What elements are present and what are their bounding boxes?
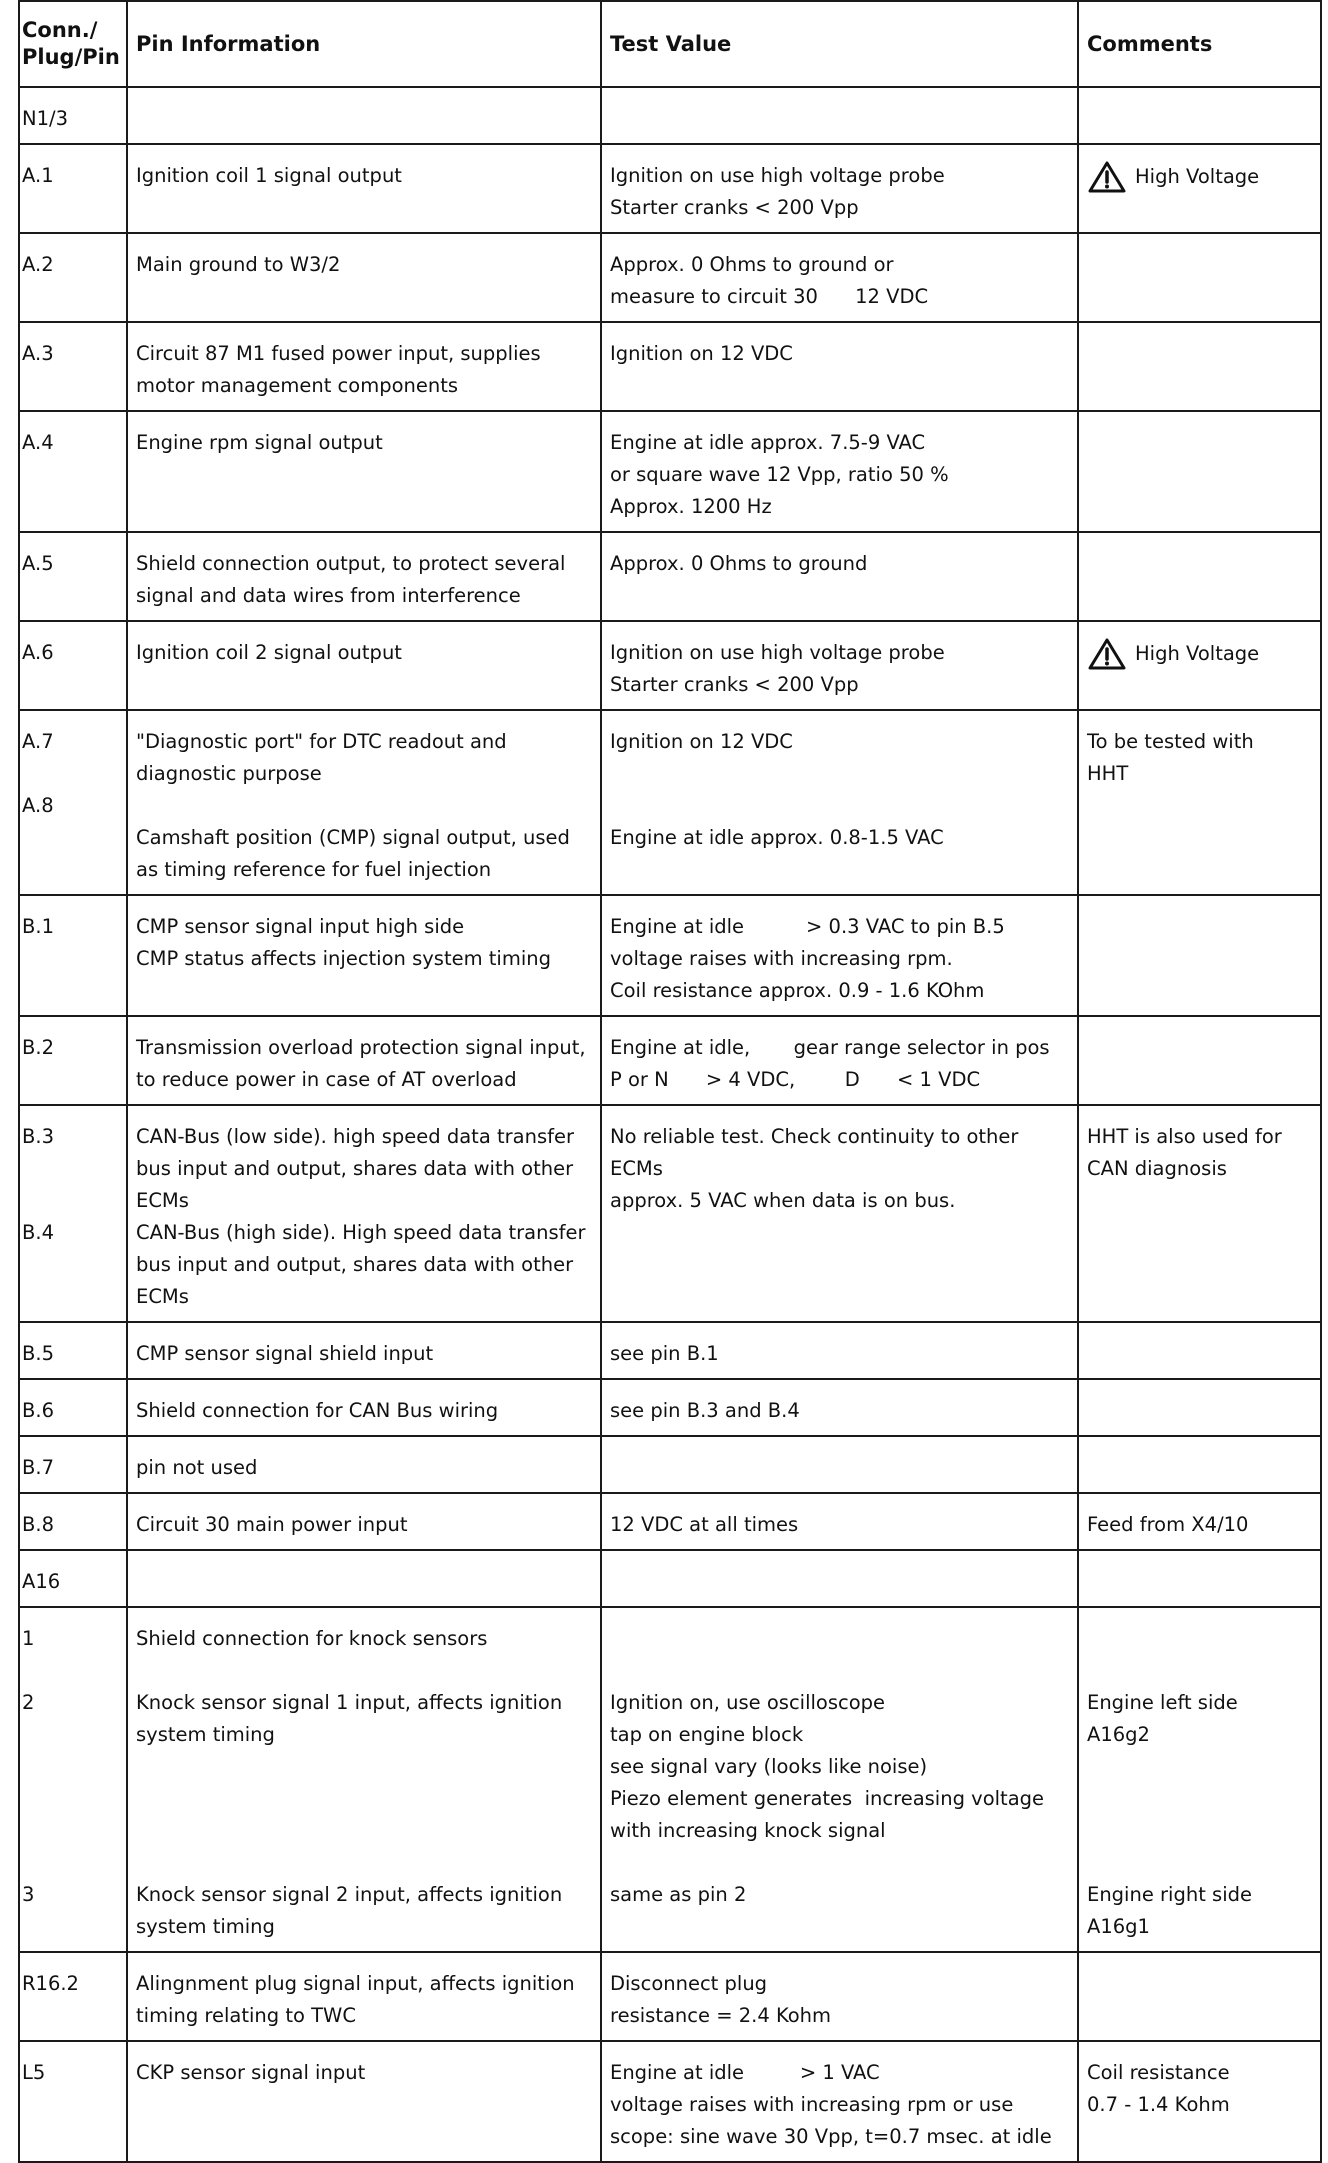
cell-line: Engine at idle > 1 VAC (610, 2061, 880, 2084)
pin-info-cell (127, 1550, 601, 1607)
cell-line: A.6 (22, 641, 54, 664)
cell-line: with increasing knock signal (610, 1819, 886, 1842)
cell-line (1087, 1655, 1312, 1687)
cell-line: system timing (136, 1723, 275, 1746)
pin-cell (19, 322, 127, 411)
cell-line: HHT is also used for (1087, 1125, 1282, 1148)
cell-line (22, 1815, 124, 1847)
cell-line: Ignition on use high voltage probe (610, 164, 945, 187)
cell-line: A.1 (22, 164, 54, 187)
warning-label: High Voltage (1135, 642, 1260, 665)
table-row (19, 1322, 1321, 1379)
cell-line: A.8 (22, 794, 54, 817)
cell-line (22, 1751, 124, 1783)
cell-line: signal and data wires from interference (136, 584, 521, 607)
cell-line: To be tested with (1087, 730, 1254, 753)
pin-cell (19, 144, 127, 233)
cell-line: same as pin 2 (610, 1883, 747, 1906)
test-value-cell (601, 233, 1078, 322)
cell-line: A16g1 (1087, 1915, 1150, 1938)
pin-cell (19, 1105, 127, 1322)
cell-line: system timing (136, 1915, 275, 1938)
cell-line (136, 790, 592, 822)
comment-cell (1078, 532, 1321, 621)
cell-line: ECMs (610, 1157, 663, 1180)
cell-line: P or N > 4 VDC, D < 1 VDC (610, 1068, 981, 1091)
comment-cell (1078, 144, 1321, 233)
comment-cell (1078, 1550, 1321, 1607)
test-value-cell (601, 710, 1078, 895)
table-row (19, 895, 1321, 1016)
cell-line: B.2 (22, 1036, 54, 1059)
cell-line: Transmission overload protection signal input, (136, 1036, 586, 1059)
cell-line: A.3 (22, 342, 54, 365)
cell-line (1087, 1847, 1312, 1879)
cell-line: motor management components (136, 374, 459, 397)
pin-cell (19, 1952, 127, 2041)
comment-cell (1078, 895, 1321, 1016)
pin-cell (19, 1493, 127, 1550)
pin-info-cell (127, 411, 601, 532)
cell-line (610, 790, 1069, 822)
cell-line (22, 1185, 124, 1217)
pin-cell (19, 1436, 127, 1493)
pin-cell (19, 1550, 127, 1607)
cell-line: ECMs (136, 1189, 189, 1212)
cell-line: L5 (22, 2061, 46, 2084)
table-row (19, 1952, 1321, 2041)
pin-cell (19, 1607, 127, 1952)
pin-cell (19, 2041, 127, 2162)
warning-triangle-icon (1087, 637, 1127, 671)
cell-line: Circuit 30 main power input (136, 1513, 408, 1536)
cell-line: HHT (1087, 762, 1129, 785)
test-value-cell (601, 144, 1078, 233)
cell-line (22, 1655, 124, 1687)
cell-line (22, 1783, 124, 1815)
cell-line: A.7 (22, 730, 54, 753)
test-value-cell (601, 1105, 1078, 1322)
cell-line: Approx. 0 Ohms to ground or (610, 253, 894, 276)
comment-cell (1078, 1105, 1321, 1322)
cell-line: CMP sensor signal input high side (136, 915, 465, 938)
test-value-cell (601, 1322, 1078, 1379)
cell-line (136, 1847, 592, 1879)
cell-line: as timing reference for fuel injection (136, 858, 492, 881)
pin-info-cell (127, 2041, 601, 2162)
cell-line: Ignition on 12 VDC (610, 730, 793, 753)
pin-info-cell (127, 144, 601, 233)
cell-line: or square wave 12 Vpp, ratio 50 % (610, 463, 949, 486)
pin-cell (19, 1322, 127, 1379)
table-row (19, 322, 1321, 411)
pin-info-cell (127, 1493, 601, 1550)
cell-line: CAN-Bus (high side). High speed data transfer (136, 1221, 586, 1244)
cell-line: Starter cranks < 200 Vpp (610, 673, 859, 696)
test-value-cell (601, 2041, 1078, 2162)
cell-line: Circuit 87 M1 fused power input, supplies (136, 342, 541, 365)
comment-cell (1078, 411, 1321, 532)
comment-cell (1078, 1952, 1321, 2041)
table-row (19, 710, 1321, 895)
pin-info-cell (127, 1436, 601, 1493)
cell-line: 0.7 - 1.4 Kohm (1087, 2093, 1230, 2116)
cell-line (22, 1719, 124, 1751)
cell-line: resistance = 2.4 Kohm (610, 2004, 832, 2027)
pin-cell (19, 411, 127, 532)
pin-info-cell (127, 322, 601, 411)
cell-line: Approx. 0 Ohms to ground (610, 552, 868, 575)
cell-line: 12 VDC at all times (610, 1513, 799, 1536)
warning-triangle-icon (1087, 160, 1127, 194)
pin-cell (19, 87, 127, 144)
test-value-cell (601, 322, 1078, 411)
pin-info-cell (127, 1322, 601, 1379)
table-row (19, 1436, 1321, 1493)
cell-line: 3 (22, 1883, 35, 1906)
cell-line: CKP sensor signal input (136, 2061, 366, 2084)
comment-cell (1078, 322, 1321, 411)
table-row (19, 1493, 1321, 1550)
comment-cell (1078, 2041, 1321, 2162)
table-row (19, 233, 1321, 322)
cell-line: Coil resistance (1087, 2061, 1230, 2084)
header-test-value: Test Value (601, 1, 1078, 87)
table-row (19, 1379, 1321, 1436)
pin-info-cell (127, 1016, 601, 1105)
cell-line: Disconnect plug (610, 1972, 768, 1995)
high-voltage-warning (1087, 637, 1259, 671)
cell-line: Engine rpm signal output (136, 431, 383, 454)
cell-line: Ignition coil 2 signal output (136, 641, 402, 664)
pin-info-cell (127, 532, 601, 621)
warning-label: High Voltage (1135, 165, 1260, 188)
cell-line: voltage raises with increasing rpm or use (610, 2093, 1014, 2116)
cell-line: Engine at idle > 0.3 VAC to pin B.5 (610, 915, 1005, 938)
cell-line: Engine at idle approx. 0.8-1.5 VAC (610, 826, 944, 849)
table-row (19, 1105, 1321, 1322)
pin-info-cell (127, 895, 601, 1016)
comment-cell (1078, 710, 1321, 895)
cell-line: Engine right side (1087, 1883, 1252, 1906)
cell-line (136, 1815, 592, 1847)
table-row (19, 1607, 1321, 1952)
pin-cell (19, 233, 127, 322)
cell-line: Engine at idle, gear range selector in pos (610, 1036, 1050, 1059)
cell-line: CMP status affects injection system timing (136, 947, 551, 970)
table-row (19, 144, 1321, 233)
cell-line: Ignition on, use oscilloscope (610, 1691, 886, 1714)
cell-line (610, 758, 1069, 790)
cell-line: A.5 (22, 552, 54, 575)
cell-line: Ignition on 12 VDC (610, 342, 793, 365)
cell-line: voltage raises with increasing rpm. (610, 947, 953, 970)
comment-cell (1078, 1322, 1321, 1379)
cell-line: B.8 (22, 1513, 54, 1536)
header-conn-plug-pin (19, 1, 127, 87)
cell-line (22, 758, 124, 790)
cell-line: diagnostic purpose (136, 762, 322, 785)
cell-line (1087, 1783, 1312, 1815)
comment-cell (1078, 233, 1321, 322)
table-row (19, 411, 1321, 532)
test-value-cell (601, 87, 1078, 144)
pin-cell (19, 1016, 127, 1105)
table-row (19, 2041, 1321, 2162)
cell-line: see pin B.1 (610, 1342, 719, 1365)
cell-line: Knock sensor signal 1 input, affects ignition (136, 1691, 563, 1714)
cell-line: Shield connection for knock sensors (136, 1627, 488, 1650)
cell-line (136, 1655, 592, 1687)
header-pin-information: Pin Information (127, 1, 601, 87)
cell-line: pin not used (136, 1456, 258, 1479)
cell-line: Ignition coil 1 signal output (136, 164, 402, 187)
comment-cell (1078, 1607, 1321, 1952)
cell-line: Shield connection output, to protect several (136, 552, 566, 575)
cell-line: 2 (22, 1691, 35, 1714)
pin-info-cell (127, 710, 601, 895)
pin-cell (19, 710, 127, 895)
cell-line: Ignition on use high voltage probe (610, 641, 945, 664)
cell-line: B.3 (22, 1125, 54, 1148)
header-pin-line: Plug/Pin (22, 45, 120, 69)
cell-line: Feed from X4/10 (1087, 1513, 1249, 1536)
high-voltage-warning (1087, 160, 1259, 194)
test-value-cell (601, 1607, 1078, 1952)
cell-line (610, 1847, 1069, 1879)
cell-line: approx. 5 VAC when data is on bus. (610, 1189, 956, 1212)
cell-line: bus input and output, shares data with other (136, 1253, 574, 1276)
cell-line: "Diagnostic port" for DTC readout and (136, 730, 507, 753)
pin-cell (19, 621, 127, 710)
cell-line: B.5 (22, 1342, 54, 1365)
cell-line: R16.2 (22, 1972, 79, 1995)
comment-cell (1078, 621, 1321, 710)
test-value-cell (601, 895, 1078, 1016)
pin-info-cell (127, 87, 601, 144)
table-row (19, 532, 1321, 621)
pin-cell (19, 532, 127, 621)
cell-line (610, 1623, 1069, 1655)
cell-line: A16 (22, 1570, 61, 1593)
pin-table-body (19, 87, 1321, 2162)
cell-line: Starter cranks < 200 Vpp (610, 196, 859, 219)
test-value-cell (601, 1379, 1078, 1436)
pin-cell (19, 1379, 127, 1436)
cell-line: Engine left side (1087, 1691, 1238, 1714)
cell-line: bus input and output, shares data with other (136, 1157, 574, 1180)
cell-line: B.6 (22, 1399, 54, 1422)
document-page (18, 0, 1322, 2163)
cell-line: scope: sine wave 30 Vpp, t=0.7 msec. at idle (610, 2125, 1052, 2148)
header-comments: Comments (1078, 1, 1321, 87)
cell-line: Approx. 1200 Hz (610, 495, 772, 518)
cell-line (1087, 1751, 1312, 1783)
cell-line: A.2 (22, 253, 54, 276)
cell-line: Alingnment plug signal input, affects ignition (136, 1972, 575, 1995)
cell-line: see pin B.3 and B.4 (610, 1399, 800, 1422)
cell-line: see signal vary (looks like noise) (610, 1755, 928, 1778)
pin-cell (19, 895, 127, 1016)
cell-line: CMP sensor signal shield input (136, 1342, 434, 1365)
test-value-cell (601, 1016, 1078, 1105)
cell-line (610, 1655, 1069, 1687)
cell-line (1087, 1815, 1312, 1847)
comment-cell (1078, 1379, 1321, 1436)
cell-line: timing relating to TWC (136, 2004, 356, 2027)
section-row (19, 87, 1321, 144)
pin-info-cell (127, 1379, 601, 1436)
table-row (19, 1016, 1321, 1105)
cell-line: 1 (22, 1627, 35, 1650)
cell-line: Camshaft position (CMP) signal output, used (136, 826, 570, 849)
pin-info-cell (127, 1105, 601, 1322)
cell-line: Piezo element generates increasing voltage (610, 1787, 1045, 1810)
cell-line: measure to circuit 30 12 VDC (610, 285, 929, 308)
header-row (19, 1, 1321, 87)
cell-line: Coil resistance approx. 0.9 - 1.6 KOhm (610, 979, 985, 1002)
cell-line: CAN-Bus (low side). high speed data transfer (136, 1125, 574, 1148)
pin-info-cell (127, 1607, 601, 1952)
cell-line: B.1 (22, 915, 54, 938)
cell-line: tap on engine block (610, 1723, 804, 1746)
cell-line: CAN diagnosis (1087, 1157, 1227, 1180)
cell-line: A16g2 (1087, 1723, 1150, 1746)
table-row (19, 621, 1321, 710)
test-value-cell (601, 411, 1078, 532)
cell-line (22, 1847, 124, 1879)
test-value-cell (601, 621, 1078, 710)
pin-info-cell (127, 621, 601, 710)
cell-line: Shield connection for CAN Bus wiring (136, 1399, 499, 1422)
test-value-cell (601, 1436, 1078, 1493)
cell-line: Knock sensor signal 2 input, affects ignition (136, 1883, 563, 1906)
cell-line: No reliable test. Check continuity to other (610, 1125, 1019, 1148)
cell-line (22, 1153, 124, 1185)
pin-info-cell (127, 1952, 601, 2041)
test-value-cell (601, 532, 1078, 621)
cell-line: Main ground to W3/2 (136, 253, 341, 276)
comment-cell (1078, 1436, 1321, 1493)
cell-line: ECMs (136, 1285, 189, 1308)
test-value-cell (601, 1550, 1078, 1607)
pin-table (18, 0, 1322, 2163)
comment-cell (1078, 1016, 1321, 1105)
pin-info-cell (127, 233, 601, 322)
cell-line: Engine at idle approx. 7.5-9 VAC (610, 431, 926, 454)
cell-line: to reduce power in case of AT overload (136, 1068, 517, 1091)
test-value-cell (601, 1493, 1078, 1550)
cell-line (1087, 1623, 1312, 1655)
test-value-cell (601, 1952, 1078, 2041)
comment-cell (1078, 1493, 1321, 1550)
cell-line: B.7 (22, 1456, 54, 1479)
cell-line: B.4 (22, 1221, 54, 1244)
cell-line: N1/3 (22, 107, 68, 130)
cell-line (136, 1783, 592, 1815)
section-row (19, 1550, 1321, 1607)
header-pin-line: Conn./ (22, 18, 98, 42)
comment-cell (1078, 87, 1321, 144)
cell-line (136, 1751, 592, 1783)
cell-line: A.4 (22, 431, 54, 454)
